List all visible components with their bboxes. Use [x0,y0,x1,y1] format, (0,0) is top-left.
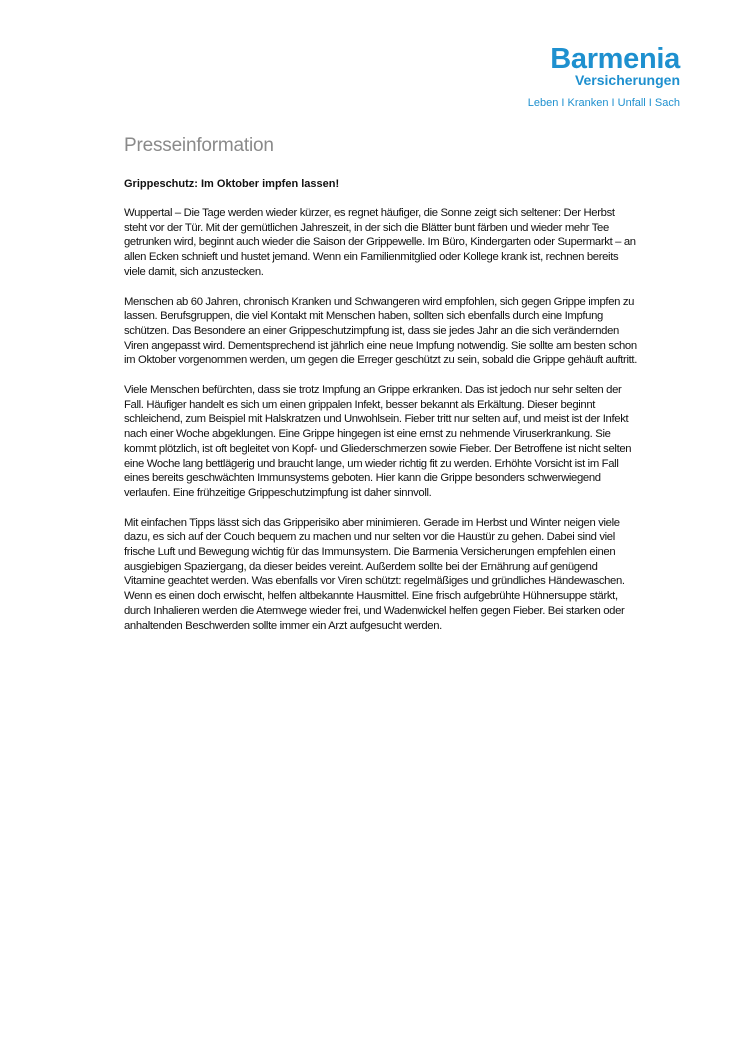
paragraph-line: Wuppertal – Die Tage werden wieder kürzer, es regnet häufiger, die Sonne zeigt sich seltener: Der Herbst [124,207,615,219]
document-type-label: Presseinformation [124,135,274,156]
paragraph-line: allen Ecken schnieft und hustet jemand. Wenn ein Familienmitglied oder Kollege krank ist, rechnen bereits [124,251,619,264]
paragraph-line: Menschen ab 60 Jahren, chronisch Kranken und Schwangeren wird empfohlen, sich gegen Grippe impfen zu [124,295,635,308]
logo-tagline: Leben I Kranken I Unfall I Sach [527,97,680,109]
paragraph-line: frische Luft und Bewegung wichtig für das Immunsystem. Die Barmenia Versicherungen empfehlen einen [124,546,616,559]
paragraph-line: ausgiebigen Spaziergang, da dieser beides vereint. Außerdem sollte bei der Ernährung auf genügend [124,560,598,573]
paragraph-line: kommt plötzlich, ist oft begleitet von Kopf- und Gliederschmerzen sowie Fieber. Der Betroffene ist nicht selten [124,442,632,455]
paragraph-line: Fall. Häufiger handelt es sich um einen grippalen Infekt, besser bekannt als Erkältung. Dieser beginnt [124,398,596,411]
paragraph-line: schleichend, zum Beispiel mit Halskratzen und Unwohlsein. Fieber tritt nur selten auf, und meist ist der Infekt [124,413,629,426]
paragraph-line: dazu, es sich auf der Couch bequem zu machen und nur selten vor die Haustür zu gehen. Dabei sind viel [124,531,615,544]
paragraph-line: Wenn es einen doch erwischt, helfen altbekannte Hausmittel. Eine frisch aufgebrühte Hühnersuppe stärkt, [124,590,618,603]
body-paragraph [124,206,684,280]
paragraph-line: im Oktober vorgenommen werden, um gegen die Erreger geschützt zu sein, sobald die Grippe gehäuft auftritt. [124,354,637,367]
paragraph-line: nach einer Woche abgeklungen. Eine Grippe hingegen ist eine ernst zu nehmende Viruserkrankung. Sie [124,428,611,441]
paragraph-line: eine Woche lang bettlägerig und braucht lange, um wieder richtig fit zu werden. Erhöhte Vorsicht ist im Fall [124,457,619,470]
press-release-body [124,206,684,648]
paragraph-line: Viren angepasst wird. Dementsprechend ist jährlich eine neue Impfung notwendig. Sie sollte am besten schon [124,339,637,352]
paragraph-line: getrunken wird, beginnt auch wieder die Saison der Grippewelle. Im Büro, Kindergarten oder Supermarkt – an [124,236,636,249]
paragraph-line: durch Inhalieren werden die Atemwege wieder frei, und Wadenwickel helfen gegen Fieber. Bei starken oder [124,604,625,617]
paragraph-line: steht vor der Tür. Mit der gemütlichen Jahreszeit, in der sich die Blätter bunt färben und wieder mehr Tee [124,221,609,234]
barmenia-logo [550,44,680,87]
paragraph-line: Viele Menschen befürchten, dass sie trotz Impfung an Grippe erkranken. Das ist jedoch nur sehr selten der [124,384,622,397]
paragraph-line: anhaltenden Beschwerden sollte immer ein Arzt aufgesucht werden. [124,619,442,632]
logo-brand-name: Barmenia [550,43,680,75]
paragraph-line: Mit einfachen Tipps lässt sich das Gripperisiko aber minimieren. Gerade im Herbst und Winter neigen viele [124,516,620,529]
paragraph-line: lassen. Berufsgruppen, die viel Kontakt mit Menschen haben, sollten sich ebenfalls durch eine Impfung [124,310,603,323]
press-release-headline: Grippeschutz: Im Oktober impfen lassen! [124,178,340,190]
paragraph-line: viele damit, sich anzustecken. [124,265,264,278]
paragraph-line: eines bereits geschwächten Immunsystems geboten. Hier kann die Grippe besonders schwerwiegend [124,472,601,485]
paragraph-line: Vitamine geachtet werden. Was ebenfalls vor Viren schützt: regelmäßiges und gründliches Händewaschen. [124,575,625,588]
body-paragraph [124,516,684,634]
paragraph-line: schützen. Das Besondere an einer Grippeschutzimpfung ist, dass sie jedes Jahr an die sich verändernden [124,324,619,337]
paragraph-line: verlaufen. Eine frühzeitige Grippeschutzimpfung ist daher sinnvoll. [124,486,432,499]
body-paragraph [124,295,684,369]
logo-subtitle: Versicherungen [574,72,680,88]
body-paragraph [124,383,684,501]
